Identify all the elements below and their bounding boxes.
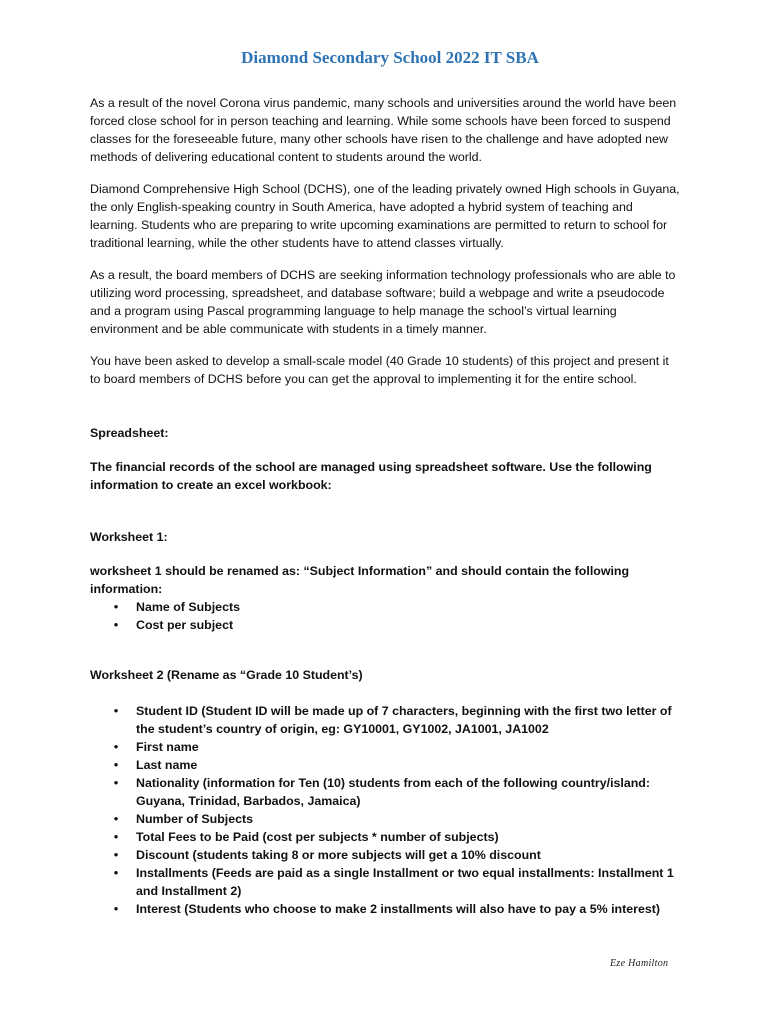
bullet-icon: • bbox=[113, 866, 119, 880]
list-item-text: Name of Subjects bbox=[136, 600, 240, 614]
list-item bbox=[110, 756, 682, 774]
bullet-icon: • bbox=[113, 740, 119, 754]
list-item bbox=[110, 738, 682, 756]
worksheet2-list bbox=[110, 702, 682, 918]
list-item bbox=[110, 846, 682, 864]
list-item bbox=[110, 810, 682, 828]
intro-paragraph-3: As a result, the board members of DCHS are seeking information technology professionals who are able to utilizing word processing, spreadsheet, and database software; build a webpage and write a pseudocode and a program using Pascal programming language to help manage the school’s virtual learning environment and be able communicate with students in a timely manner. bbox=[90, 268, 676, 336]
list-item-text: Cost per subject bbox=[136, 618, 234, 632]
bullet-icon: • bbox=[113, 704, 119, 718]
list-item-text: Total Fees to be Paid (cost per subjects * number of subjects) bbox=[136, 830, 499, 844]
list-item-text: First name bbox=[136, 740, 199, 754]
list-item bbox=[110, 828, 682, 846]
document-title: Diamond Secondary School 2022 IT SBA bbox=[241, 48, 539, 67]
bullet-icon: • bbox=[113, 600, 119, 614]
list-item-text: Interest (Students who choose to make 2 installments will also have to pay a 5% interest) bbox=[136, 902, 660, 916]
list-item-text: Discount (students taking 8 or more subjects will get a 10% discount bbox=[136, 848, 541, 862]
list-item-text: Last name bbox=[136, 758, 198, 772]
intro-paragraph-1: As a result of the novel Corona virus pandemic, many schools and universities around the world have been forced close school for in person teaching and learning. While some schools have been forced to suspend classes for the foreseeable future, many other schools have risen to the challenge and have adopted new methods of delivering educational content to students around the world. bbox=[90, 96, 677, 164]
list-item bbox=[110, 774, 682, 810]
author-signature: Eze Hamilton bbox=[610, 958, 669, 969]
list-item-text: Nationality (information for Ten (10) students from each of the following country/island: Guyana, Trinidad, Barbados, Jamaica) bbox=[136, 776, 650, 808]
bullet-icon: • bbox=[113, 830, 119, 844]
list-item bbox=[110, 702, 682, 738]
spreadsheet-text: The financial records of the school are managed using spreadsheet software. Use the following information to create an excel workbook: bbox=[90, 460, 652, 492]
list-item bbox=[110, 900, 682, 918]
bullet-icon: • bbox=[113, 848, 119, 862]
bullet-icon: • bbox=[113, 902, 119, 916]
bullet-icon: • bbox=[113, 776, 119, 790]
worksheet2-heading: Worksheet 2 (Rename as “Grade 10 Student’s) bbox=[90, 668, 363, 682]
spreadsheet-heading: Spreadsheet: bbox=[90, 426, 169, 440]
list-item-text: Installments (Feeds are paid as a single Installment or two equal installments: Installment 1 and Installment 2) bbox=[136, 866, 674, 898]
bullet-icon: • bbox=[113, 812, 119, 826]
list-item bbox=[110, 864, 682, 900]
intro-paragraph-2: Diamond Comprehensive High School (DCHS), one of the leading privately owned High schools in Guyana, the only English-speaking country in South America, have adopted a hybrid system of teaching and learning. Students who are preparing to write upcoming examinations are permitted to return to school for traditional learning, while the other students have to attend classes virtually. bbox=[90, 182, 680, 250]
intro-paragraph-4: You have been asked to develop a small-scale model (40 Grade 10 students) of this project and present it to board members of DCHS before you can get the approval to implementing it for the entire school. bbox=[90, 354, 669, 386]
list-item bbox=[110, 616, 682, 634]
worksheet1-heading: Worksheet 1: bbox=[90, 530, 168, 544]
list-item-text: Student ID (Student ID will be made up of 7 characters, beginning with the first two letter of the student’s country of origin, eg: GY10001, GY1002, JA1001, JA1002 bbox=[136, 704, 672, 736]
list-item bbox=[110, 598, 682, 616]
bullet-icon: • bbox=[113, 758, 119, 772]
bullet-icon: • bbox=[113, 618, 119, 632]
worksheet1-list bbox=[110, 598, 682, 634]
list-item-text: Number of Subjects bbox=[136, 812, 254, 826]
worksheet1-instruction: worksheet 1 should be renamed as: “Subject Information” and should contain the following information: bbox=[90, 564, 630, 596]
